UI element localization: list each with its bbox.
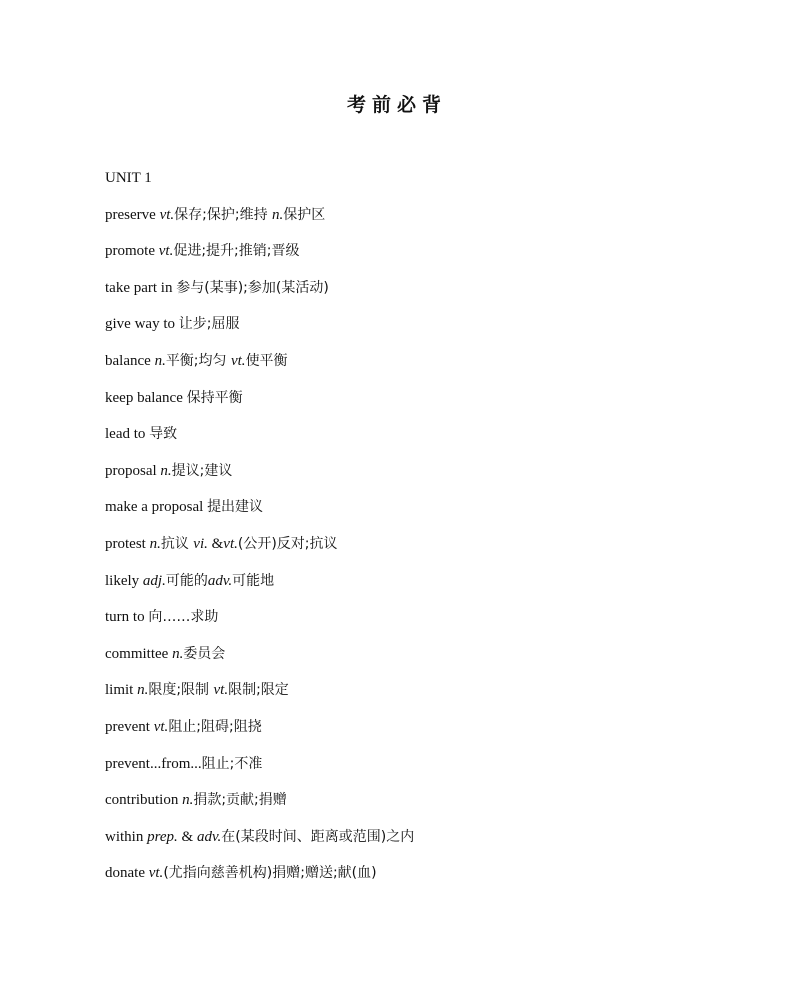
entry-definition: 保存;保护;维持 bbox=[174, 206, 273, 223]
vocab-entry bbox=[105, 569, 745, 606]
unit-heading bbox=[105, 166, 745, 203]
entry-definition: 导致 bbox=[149, 426, 178, 443]
entry-definition: 阻止;不准 bbox=[201, 755, 263, 772]
part-of-speech: vt. bbox=[158, 243, 174, 260]
entry-term: proposal bbox=[105, 462, 161, 479]
entry-definition: 保持平衡 bbox=[186, 389, 243, 406]
part-of-speech: vt. bbox=[148, 865, 164, 882]
entry-definition: (公开)反对;抗议 bbox=[237, 535, 338, 552]
part-of-speech: adv. bbox=[196, 828, 222, 845]
part-of-speech: vi. bbox=[193, 535, 208, 552]
entry-definition: 阻止;阻碍;阻挠 bbox=[168, 718, 262, 735]
entry-term: & bbox=[207, 535, 224, 552]
entry-definition: 限度;限制 bbox=[148, 682, 214, 699]
part-of-speech: vt. bbox=[159, 206, 175, 223]
entry-term: take part in bbox=[105, 279, 177, 296]
vocab-entry bbox=[105, 459, 745, 496]
entry-term: prevent...from... bbox=[105, 755, 202, 772]
entry-term: committee bbox=[105, 645, 173, 662]
entry-definition: 提出建议 bbox=[207, 499, 264, 516]
entry-definition: 抗议 bbox=[160, 535, 194, 552]
entry-definition: 平衡;均匀 bbox=[165, 352, 231, 369]
part-of-speech: adv. bbox=[207, 572, 233, 589]
vocab-entry bbox=[105, 239, 745, 276]
entry-definition: 委员会 bbox=[183, 645, 226, 662]
entry-term: limit bbox=[105, 682, 138, 699]
entry-term: keep balance bbox=[105, 389, 187, 406]
entry-term: turn to bbox=[105, 609, 149, 626]
entry-term: likely bbox=[105, 572, 143, 589]
entry-definition: 可能地 bbox=[232, 572, 275, 589]
part-of-speech: n. bbox=[172, 645, 184, 662]
part-of-speech: n. bbox=[137, 682, 149, 699]
part-of-speech: vt. bbox=[230, 352, 246, 369]
part-of-speech: n. bbox=[182, 792, 194, 809]
vocabulary-list bbox=[105, 166, 745, 898]
vocab-entry bbox=[105, 312, 745, 349]
part-of-speech: n. bbox=[154, 352, 166, 369]
part-of-speech: n. bbox=[149, 535, 161, 552]
vocab-entry bbox=[105, 203, 745, 240]
entry-term: prevent bbox=[105, 718, 154, 735]
part-of-speech: n. bbox=[160, 462, 172, 479]
entry-definition: (尤指向慈善机构)捐赠;赠送;献(血) bbox=[163, 865, 377, 882]
vocab-entry bbox=[105, 386, 745, 423]
entry-term: within bbox=[105, 828, 148, 845]
vocab-entry bbox=[105, 605, 745, 642]
vocab-entry bbox=[105, 825, 745, 862]
entry-definition: 保护区 bbox=[283, 206, 326, 223]
vocab-entry bbox=[105, 788, 745, 825]
vocab-entry bbox=[105, 422, 745, 459]
part-of-speech: n. bbox=[272, 206, 284, 223]
page-title: 考前必背 bbox=[346, 94, 447, 116]
entry-definition: 促进;提升;推销;晋级 bbox=[173, 243, 300, 260]
vocab-entry bbox=[105, 276, 745, 313]
entry-definition: 向……求助 bbox=[148, 609, 219, 626]
entry-term: protest bbox=[105, 535, 150, 552]
vocab-entry bbox=[105, 752, 745, 789]
entry-term: preserve bbox=[105, 206, 160, 223]
entry-term: contribution bbox=[105, 792, 183, 809]
vocab-entry bbox=[105, 642, 745, 679]
entry-definition: 在(某段时间、距离或范围)之内 bbox=[221, 828, 415, 845]
entry-definition: 提议;建议 bbox=[171, 462, 233, 479]
entry-definition: 让步;屈服 bbox=[178, 316, 240, 333]
entry-term: make a proposal bbox=[105, 499, 208, 516]
vocab-entry bbox=[105, 715, 745, 752]
vocab-entry bbox=[105, 678, 745, 715]
entry-term: lead to bbox=[105, 426, 150, 443]
part-of-speech: vt. bbox=[153, 718, 169, 735]
part-of-speech: vt. bbox=[213, 682, 229, 699]
entry-term: give way to bbox=[105, 316, 179, 333]
vocab-entry bbox=[105, 495, 745, 532]
entry-definition: 捐款;贡献;捐赠 bbox=[193, 792, 287, 809]
entry-definition: 使平衡 bbox=[245, 352, 288, 369]
entry-definition: 限制;限定 bbox=[228, 682, 289, 699]
entry-term: promote bbox=[105, 243, 159, 260]
part-of-speech: adj. bbox=[142, 572, 166, 589]
vocab-entry bbox=[105, 532, 745, 569]
entry-term: UNIT 1 bbox=[105, 170, 152, 186]
part-of-speech: vt. bbox=[223, 535, 238, 552]
entry-definition: 参与(某事);参加(某活动) bbox=[176, 279, 329, 296]
vocab-entry bbox=[105, 861, 745, 898]
vocab-entry bbox=[105, 349, 745, 386]
entry-term: donate bbox=[105, 865, 149, 882]
entry-term: & bbox=[177, 828, 197, 845]
entry-definition: 可能的 bbox=[165, 572, 208, 589]
part-of-speech: prep. bbox=[147, 828, 178, 845]
entry-term: balance bbox=[105, 352, 155, 369]
